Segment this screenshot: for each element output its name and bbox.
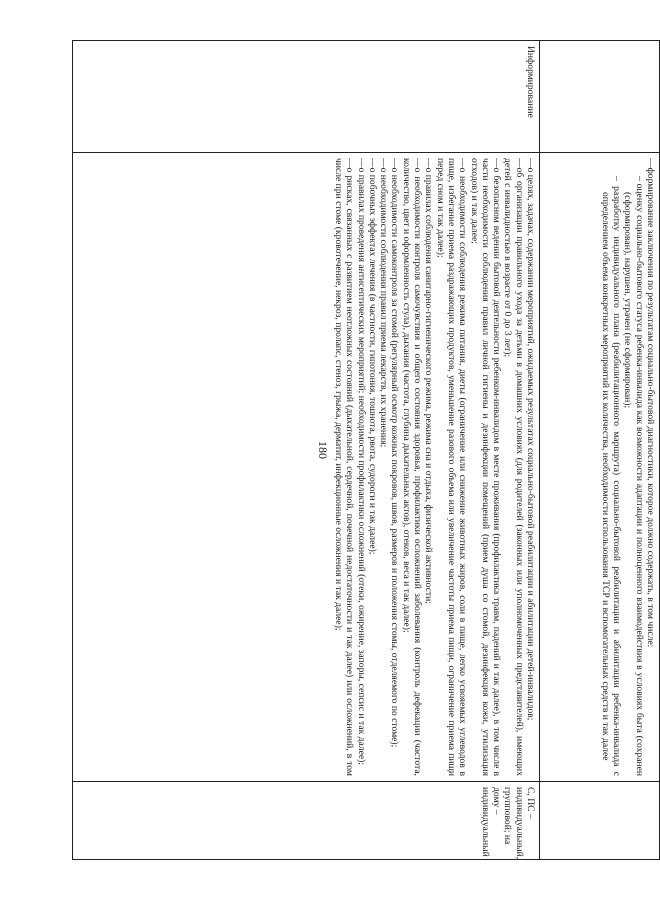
list-item: — о правилах проведения антисептических мероприятий; необходимости профилактики осложнений (отеки, ожирение, запоры, сепсис и так далее); <box>355 158 366 776</box>
sub-list-item: – разработку индивидуального плана (реабилитационного маршрута) социально-бытовой реабилитации и абилитации ребенка-инвалида с определением объема конкретных мероприятий их количества, необходимости использования ТСР и вспомогательных средств и так далее <box>600 158 623 776</box>
list-item: — о необходимости контроля самочувствия и общего состояния здоровья, профилактики осложнений заболевания (контроль дефекации (частота, количество, цвет и оформленность стула), дыхания (частота, глубина дыхательных актов), отеков, веса и так далее); <box>400 158 423 776</box>
list-item: — о необходимости самоконтроля за стомой (регулярный осмотр кожных покровов, швов, размеров и положения стомы, отделяемого по стоме); <box>389 158 400 776</box>
row1-left-cell <box>540 41 660 153</box>
row1-right-cell <box>540 782 660 860</box>
table-row <box>73 41 540 860</box>
list-item: — о правилах соблюдения санитарно-гигиенического режима, режима сна и отдыха, физической активности; <box>423 158 434 776</box>
list-item: — о побочных эффектах лечения (в частности, гипотония, тошнота, рвота, судороги и так далее); <box>367 158 378 776</box>
row1-middle-cell <box>540 153 660 782</box>
row2-right-cell: С, ПС – индивидуальный, групповой; на дому – индивидуальный <box>73 782 540 860</box>
page-number: 180 <box>316 441 330 459</box>
list-item: — об организации правильного ухода за детьми в домашних условиях (для родителей (законных или уполномоченных представителей), имеющих детей с инвалидностью в возрасте от 0 до 3 лет); <box>502 158 525 776</box>
sub-list-item: – оценку социально-бытового статуса ребенка-инвалида как возможности адаптации и полноценного взаимодействия в условиях быта (сохранен (сформирован), нарушен, утрачен (не сформирован); <box>622 158 645 776</box>
list-item: — о необходимости соблюдения правил приема лекарств, их хранения; <box>378 158 389 776</box>
list-item: — о безопасном ведении бытовой деятельности ребенком-инвалидом в месте проживания (профилактика травм, падений и так далее), в том числе в части необходимости соблюдения правил личной гигиены и дезинфекции помещений (прием душа со стомой, дезинфекция кожи, утилизация отходов) и так далее; <box>468 158 502 776</box>
list-item: — о необходимости соблюдения режима питания, диеты (ограничение или снижение животных жиров, соли в пище, легко усвояемых углеводов в пище, избегание приема раздражающих продуктов, уменьшение разового объема или увеличение частоты приема пищи, ограничение приема пищи перед сном и так далее); <box>434 158 468 776</box>
table-row <box>540 41 660 860</box>
rotated-page-content <box>72 40 660 860</box>
service-table <box>72 40 660 860</box>
list-item: — о рисках, связанных с развитием неотложных состояний (дыхательной, сердечной, почечной недостаточности и так далее) или осложнений, в том числе при стоме (кровотечение, некроз, пролапс, стеноз, грыжа, дерматит, инфекционные осложнения и так далее); <box>333 158 356 776</box>
list-item: — формирование заключения по результатам социально-бытовой диагностики, которое должно содержать, в том числе: <box>645 158 656 776</box>
list-item: — о целях, задачах, содержании мероприятий, ожидаемых результатах социально-бытовой реабилитации и абилитации детей-инвалидов; <box>525 158 536 776</box>
row2-left-cell: Информирование <box>73 41 540 153</box>
row2-middle-cell <box>73 153 540 782</box>
